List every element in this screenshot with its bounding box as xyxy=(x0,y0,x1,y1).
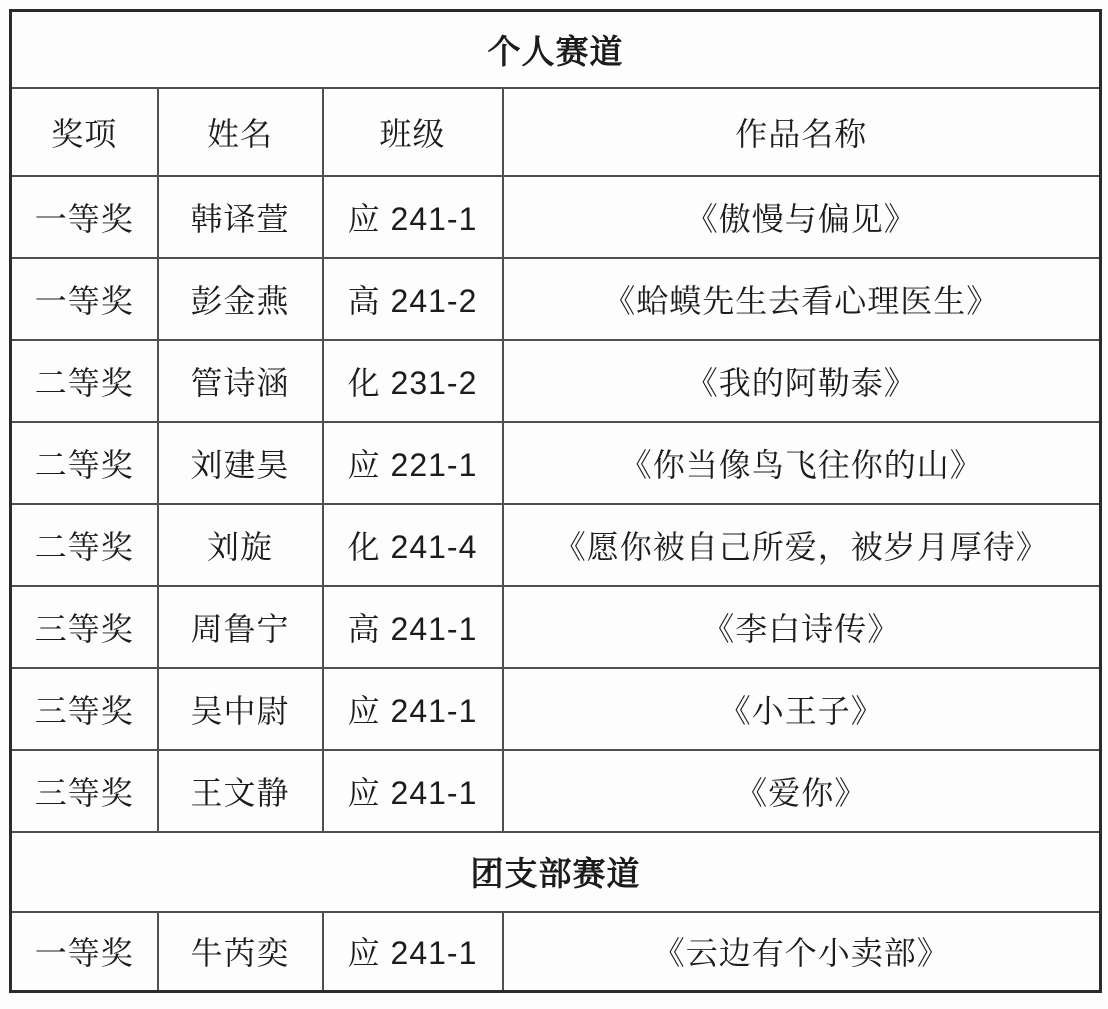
table-row xyxy=(11,504,1101,586)
column-header-row xyxy=(11,88,1101,176)
cell-work: 《你当像鸟飞往你的山》 xyxy=(503,422,1101,504)
cell-name: 牛芮奕 xyxy=(158,912,323,992)
cell-class: 应 221-1 xyxy=(323,422,503,504)
cell-name: 刘建昊 xyxy=(158,422,323,504)
cell-name: 周鲁宁 xyxy=(158,586,323,668)
cell-award: 二等奖 xyxy=(11,504,158,586)
cell-award: 一等奖 xyxy=(11,176,158,258)
cell-class: 化 241-4 xyxy=(323,504,503,586)
section1-title: 个人赛道 xyxy=(11,11,1101,88)
cell-name: 韩译萱 xyxy=(158,176,323,258)
cell-award: 一等奖 xyxy=(11,258,158,340)
cell-award: 三等奖 xyxy=(11,586,158,668)
cell-work: 《云边有个小卖部》 xyxy=(503,912,1101,992)
cell-work: 《傲慢与偏见》 xyxy=(503,176,1101,258)
table-row xyxy=(11,668,1101,750)
award-results-table xyxy=(9,9,1102,993)
table-row xyxy=(11,340,1101,422)
cell-class: 高 241-1 xyxy=(323,586,503,668)
cell-class: 应 241-1 xyxy=(323,176,503,258)
cell-work: 《蛤蟆先生去看心理医生》 xyxy=(503,258,1101,340)
cell-award: 三等奖 xyxy=(11,750,158,832)
table-row xyxy=(11,750,1101,832)
cell-name: 刘旋 xyxy=(158,504,323,586)
cell-work: 《小王子》 xyxy=(503,668,1101,750)
cell-class: 应 241-1 xyxy=(323,750,503,832)
header-award: 奖项 xyxy=(11,88,158,176)
cell-class: 化 231-2 xyxy=(323,340,503,422)
header-class: 班级 xyxy=(323,88,503,176)
cell-class: 应 241-1 xyxy=(323,912,503,992)
cell-work: 《我的阿勒泰》 xyxy=(503,340,1101,422)
table-row xyxy=(11,586,1101,668)
cell-name: 彭金燕 xyxy=(158,258,323,340)
cell-award: 三等奖 xyxy=(11,668,158,750)
section1-title-row xyxy=(11,11,1101,88)
cell-name: 管诗涵 xyxy=(158,340,323,422)
cell-class: 高 241-2 xyxy=(323,258,503,340)
cell-class: 应 241-1 xyxy=(323,668,503,750)
cell-award: 一等奖 xyxy=(11,912,158,992)
table-row xyxy=(11,258,1101,340)
cell-work: 《爱你》 xyxy=(503,750,1101,832)
cell-name: 王文静 xyxy=(158,750,323,832)
section2-title-row xyxy=(11,832,1101,912)
cell-work: 《愿你被自己所爱，被岁月厚待》 xyxy=(503,504,1101,586)
table-row xyxy=(11,422,1101,504)
header-work: 作品名称 xyxy=(503,88,1101,176)
header-name: 姓名 xyxy=(158,88,323,176)
cell-work: 《李白诗传》 xyxy=(503,586,1101,668)
section2-title: 团支部赛道 xyxy=(11,832,1101,912)
table-row xyxy=(11,912,1101,992)
cell-award: 二等奖 xyxy=(11,422,158,504)
cell-award: 二等奖 xyxy=(11,340,158,422)
cell-name: 吴中尉 xyxy=(158,668,323,750)
table-row xyxy=(11,176,1101,258)
